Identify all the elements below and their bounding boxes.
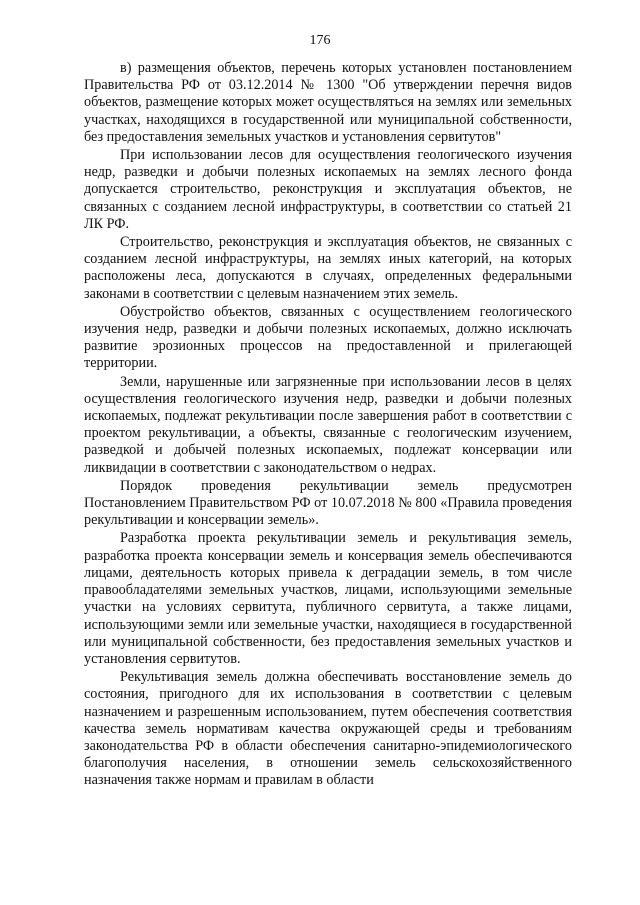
paragraph: Разработка проекта рекультивации земель и рекультивация земель, разработка проекта консервации земель и консервация земель обеспечиваются лицами, деятельность которых привела к деградации земель, в том числе правообладателями земельных участков, лицами, использующими земельные участки на условиях сервитута, публичного сервитута, а также лицами, использующими земли или земельные участки, находящиеся в государственной или муниципальной собственности, без предоставления земельных участков и установления сервитутов. [84, 530, 572, 667]
paragraph: Обустройство объектов, связанных с осуществлением геологического изучения недр, разведки и добычи полезных ископаемых, должно исключать развитие эрозионных процессов на предоставленной и прилегающей территории. [84, 303, 572, 372]
page-number: 176 [309, 33, 331, 48]
paragraph: Рекультивация земель должна обеспечивать восстановление земель до состояния, пригодного для их использования в соответствии с целевым назначением и разрешенным использованием, путем обеспечения соответствия качества земель нормативам качества окружающей среды и требованиям законодательства РФ в области обеспечения санитарно-эпидемиологического благополучия населения, в отношении земель сельскохозяйственного назначения также нормам и правилам в области [84, 669, 572, 789]
paragraph: Земли, нарушенные или загрязненные при использовании лесов в целях осуществления геологического изучения недр, разведки и добычи полезных ископаемых, подлежат рекультивации после завершения работ в соответствии с проектом рекультивации, а объекты, связанные с геологическим изучением, разведкой и добычей полезных ископаемых, подлежат консервации или ликвидации в соответствии с законодательством о недрах. [84, 373, 572, 476]
paragraph: При использовании лесов для осуществления геологического изучения недр, разведки и добычи полезных ископаемых на землях лесного фонда допускается строительство, реконструкция и эксплуатация объектов, не связанных с созданием лесной инфраструктуры, в соответствии со статьей 21 ЛК РФ. [84, 147, 572, 232]
paragraph: в) размещения объектов, перечень которых установлен постановлением Правительства РФ от 03.12.2014 № 1300 "Об утверждении перечня видов объектов, размещение которых может осуществляться на землях или земельных участках, находящихся в государственной или муниципальной собственности, без предоставления земельных участков и установления сервитутов" [84, 60, 572, 145]
paragraph: Порядок проведения рекультивации земель предусмотрен Постановлением Правительством РФ от 10.07.2018 № 800 «Правила проведения рекультивации и консервации земель». [84, 477, 572, 529]
paragraph: Строительство, реконструкция и эксплуатация объектов, не связанных с созданием лесной инфраструктуры, на землях иных категорий, на которых расположены леса, допускаются в случаях, определенных федеральными законами в соответствии с целевым назначением этих земель. [84, 234, 572, 302]
document-body [84, 60, 572, 790]
